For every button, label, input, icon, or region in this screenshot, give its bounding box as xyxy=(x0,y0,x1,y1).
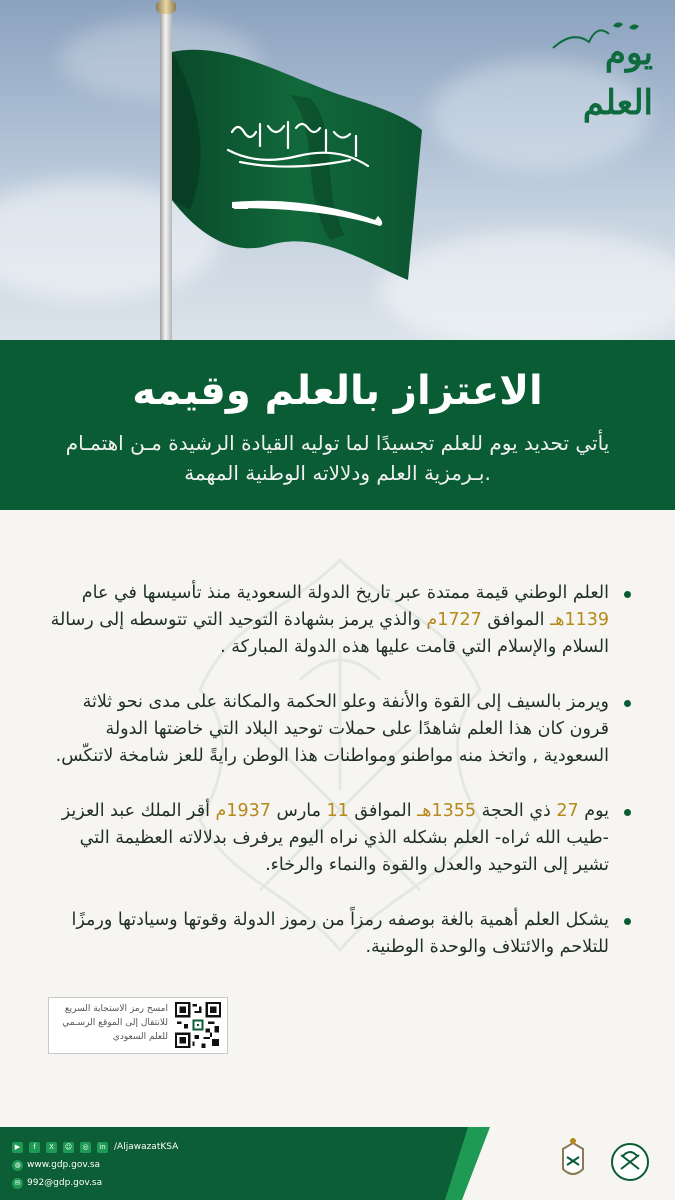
text: الموافق xyxy=(348,801,418,821)
footer-emblems xyxy=(545,1135,655,1190)
content-list xyxy=(40,580,635,989)
year-gregorian: 1727م xyxy=(426,610,482,630)
bullet-dot xyxy=(624,809,631,816)
text: ويرمز بالسيف إلى القوة والأنفة وعلو الحكمة والمكانة على مدى نحو ثلاثة قرون كان هذا العلم شاهدًا على حملات توحيد البلاد التي خاضتها الدولة السعودية , واتخذ منه مواطنو ومواطنات هذا الوطن رايةً للعز شامخة لاتنكّس. xyxy=(55,692,609,766)
list-item xyxy=(40,907,635,961)
youtube-icon[interactable]: ▶ xyxy=(12,1142,23,1153)
text: يشكل العلم أهمية بالغة بوصفه رمزاً من رموز الدولة وقوتها وسيادتها ورمزًا للتلاحم والائتلاف والوحدة الوطنية. xyxy=(71,910,609,957)
text: العلم الوطني قيمة ممتدة عبر تاريخ الدولة السعودية منذ تأسيسها في عام xyxy=(81,583,609,603)
x-icon[interactable]: X xyxy=(46,1142,57,1153)
flag-day-logo-text: يوم العلم xyxy=(582,33,653,123)
mail-icon: ✉ xyxy=(12,1178,23,1189)
flag-pole-finial xyxy=(156,0,176,14)
text: الموافق xyxy=(481,610,551,630)
facebook-icon[interactable]: f xyxy=(29,1142,40,1153)
hero-image xyxy=(0,0,675,340)
flag-day-logo xyxy=(543,18,653,123)
list-item xyxy=(40,689,635,770)
qr-caption xyxy=(53,1002,168,1044)
globe-icon: ◍ xyxy=(12,1160,23,1171)
email-link[interactable]: 992@gdp.gov.sa xyxy=(27,1178,103,1188)
year-gregorian: 1937م xyxy=(215,801,271,821)
website-row xyxy=(12,1156,178,1174)
qr-box[interactable] xyxy=(48,997,228,1054)
qr-caption-line: للعلم السعودي xyxy=(112,1032,168,1042)
day-number: 27 xyxy=(556,801,579,821)
list-item xyxy=(40,580,635,661)
instagram-icon[interactable]: ◎ xyxy=(80,1142,91,1153)
text: أقر الملك عبد العزيز -طيب الله ثراه- العلم بشكله الذي نراه اليوم يرفرف بدلالاته العظيمة التي تشير إلى التوحيد والعدل والقوة والنماء والرخاء. xyxy=(61,801,609,875)
passports-emblem-icon xyxy=(563,1138,583,1174)
linkedin-icon[interactable]: in xyxy=(97,1142,108,1153)
qr-caption-line: للانتقال إلى الموقع الرسـمي xyxy=(62,1018,168,1028)
saudi-emblem-icon xyxy=(612,1144,648,1180)
qr-caption-line: امسح رمز الاستجابة السريع xyxy=(64,1004,168,1014)
day-number: 11 xyxy=(326,801,349,821)
text: يوم xyxy=(578,801,609,821)
email-row xyxy=(12,1174,178,1192)
social-handle[interactable]: /AljawazatKSA xyxy=(114,1142,179,1152)
website-link[interactable]: www.gdp.gov.sa xyxy=(27,1160,101,1170)
bullet-dot xyxy=(624,918,631,925)
social-row xyxy=(12,1138,178,1156)
text: والذي يرمز بشهادة التوحيد التي تتوسطه إلى رسالة السلام والإسلام التي قامت عليها هذه الدولة المباركة . xyxy=(50,610,609,657)
bullet-dot xyxy=(624,700,631,707)
text: مارس xyxy=(270,801,327,821)
snapchat-icon[interactable]: ☺ xyxy=(64,1142,73,1151)
bullet-dot xyxy=(624,591,631,598)
title-band xyxy=(0,340,675,510)
footer-contact xyxy=(12,1138,178,1192)
year-hijri: 1355هـ xyxy=(417,801,477,821)
page-subtitle: يأتي تحديد يوم للعلم تجسيدًا لما توليه القيادة الرشيدة مـن اهتمـام بـرمزية العلم ودلالاته الوطنية المهمة. xyxy=(65,431,610,485)
year-hijri: 1139هـ xyxy=(550,610,609,630)
text: ذي الحجة xyxy=(476,801,557,821)
qr-code-icon[interactable] xyxy=(175,1002,221,1048)
list-item xyxy=(40,798,635,879)
saudi-flag-icon xyxy=(170,40,430,290)
page-title: الاعتزاز بالعلم وقيمه xyxy=(132,368,543,414)
